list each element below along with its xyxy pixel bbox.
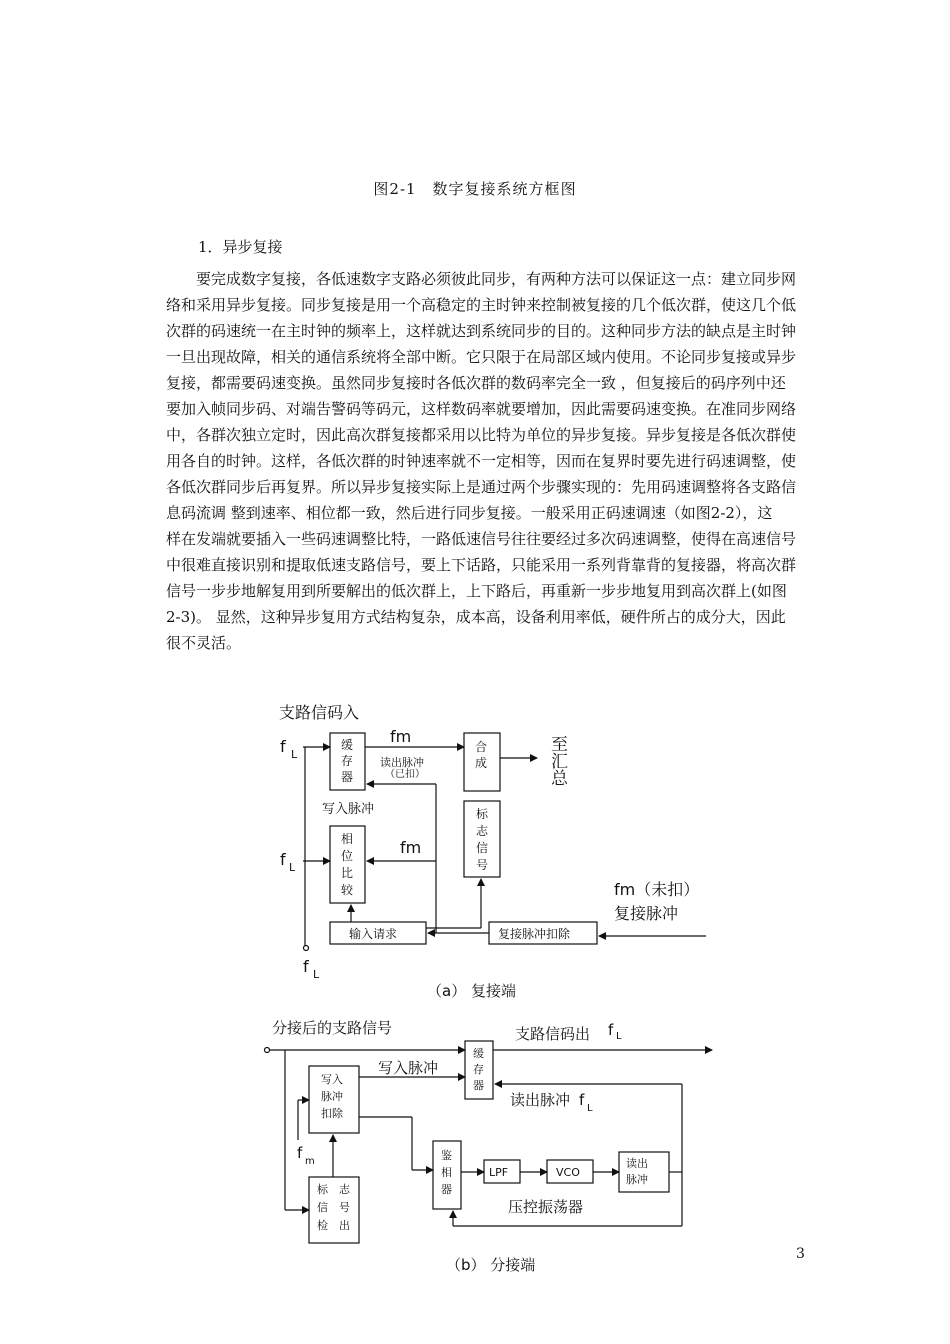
paragraph-line: 用各自的时钟。这样，各低次群的时钟速率就不一定相等，因而在复界时要先进行码速调整，使 [166,452,797,470]
a-to-total-2: 汇 [551,752,568,772]
paragraph-line: 中很难直接识别和提取低速支路信号，要上下话路，只能采用一系列背靠背的复接器，将高次群 [166,556,797,574]
b-buffer-2: 存 [473,1063,484,1076]
paragraph-line: 各低次群同步后再复界。所以异步复接实际上是通过两个步骤实现的：先用码速调整将各支路信 [166,478,797,496]
a-flag-2: 志 [476,824,489,838]
b-out-sub: L [616,1031,622,1042]
a-phase-2: 位 [341,849,354,863]
a-fL-bottom-sub: L [313,968,320,981]
a-read-pulse: 读出脉冲 [380,756,424,769]
section-title: 1．异步复接 [198,238,283,256]
a-phase-3: 比 [341,866,354,880]
a-fL-in-sub: L [291,748,298,761]
b-top-label: 分接后的支路信号 [272,1019,393,1037]
a-fm-mid: fm [400,838,422,857]
b-out-f: f [608,1021,614,1039]
paragraph-line: 次群的码速统一在主时钟的频率上，这样就达到系统同步的目的。这种同步方法的缺点是主时钟 [166,322,797,340]
b-phase-3: 器 [441,1183,452,1196]
b-flag-detect-2: 信 号 [317,1201,350,1214]
a-fL-in: f [280,737,286,756]
a-read-pulse-note: （已扣） [385,769,425,780]
b-write-remove-1: 写入 [321,1073,343,1086]
a-write-pulse: 写入脉冲 [322,802,375,817]
paragraph-line: 要完成数字复接，各低速数字支路必须彼此同步，有两种方法可以保证这一点：建立同步网 [166,270,797,288]
b-read-f: f [579,1091,585,1109]
b-read-out-2: 脉冲 [626,1173,648,1186]
a-fL-mid-sub: L [289,861,296,874]
b-write-remove-3: 扣除 [321,1107,343,1120]
b-lpf: LPF [489,1166,509,1179]
a-mux-pulse: 复接脉冲 [614,904,679,923]
a-synth-1: 合 [475,740,488,754]
b-phase-1: 鉴 [441,1149,452,1162]
paragraph-line: 要加入帧同步码、对端告警码等码元，这样数码率就要增加，因此需要码速变换。在准同步网络 [166,400,797,418]
a-top-label: 支路信码入 [279,703,360,722]
page-number: 3 [796,1246,805,1262]
a-input-request: 输入请求 [349,927,398,941]
paragraph-line: 很不灵活。 [166,634,242,652]
a-buffer-3: 器 [341,770,354,784]
b-buffer-3: 器 [473,1079,484,1092]
a-fm-unbuckled: fm（未扣） [614,880,700,899]
b-flag-detect-1: 标 志 [317,1183,350,1196]
a-caption: （a） 复接端 [427,982,516,1000]
b-write-pulse: 写入脉冲 [378,1059,439,1077]
figure-caption: 图2-1 数字复接系统方框图 [373,180,577,198]
a-flag-1: 标 [476,807,489,821]
b-caption: （b） 分接端 [446,1256,536,1274]
b-vco: VCO [556,1166,580,1179]
b-buffer-1: 缓 [473,1047,484,1060]
a-pulse-remove: 复接脉冲扣除 [498,927,571,941]
b-read-sub: L [587,1103,593,1114]
a-phase-4: 较 [341,883,354,897]
paragraph-line: 络和采用异步复接。同步复接是用一个高稳定的主时钟来控制被复接的几个低次群，使这几个低 [166,296,797,314]
a-flag-4: 号 [476,858,489,872]
paragraph-line: 息码流调 整到速率、相位都一致，然后进行同步复接。一般采用正码速调速（如图2-2），这 [166,504,773,522]
b-flag-detect-3: 检 出 [317,1219,350,1232]
a-fm-top: fm [390,727,412,746]
b-write-remove-2: 脉冲 [321,1090,343,1103]
b-out-label: 支路信码出 [515,1025,591,1043]
paragraph-line: 样在发端就要插入一些码速调整比特，一路低速信号往往要经过多次码速调整，使得在高速信号 [166,530,797,548]
paragraph-line: 一旦出现故障，相关的通信系统将全部中断。它只限于在局部区域内使用。不论同步复接或异步 [166,348,797,366]
b-vco-label: 压控振荡器 [508,1198,584,1216]
a-phase-1: 相 [341,832,354,846]
a-synth-2: 成 [475,756,488,770]
paragraph-line: 信号一步步地解复用到所要解出的低次群上，上下路后，再重新一步步地复用到高次群上(如图 [166,582,787,600]
a-to-total-1: 至 [551,735,568,755]
b-read-out-1: 读出 [626,1157,648,1170]
a-buffer-2: 存 [341,754,354,768]
b-phase-2: 相 [441,1166,452,1179]
a-fL-bottom: f [303,957,309,976]
a-buffer-1: 缓 [341,738,354,752]
b-fm-sub: m [305,1156,315,1167]
a-to-total-3: 总 [551,769,568,789]
a-flag-3: 信 [476,841,489,855]
paragraph-line: 复接，都需要码速变换。虽然同步复接时各低次群的数码率完全一致 ，但复接后的码序列中还 [166,374,786,392]
paragraph-line: 中，各群次独立定时，因此高次群复接都采用以比特为单位的异步复接。异步复接是各低次群使 [166,426,797,444]
paragraph-line: 2-3)。 显然，这种异步复用方式结构复杂，成本高，设备利用率低，硬件所占的成分大，因此 [166,608,786,626]
b-fm: f [297,1144,303,1162]
b-read-pulse: 读出脉冲 [510,1091,571,1109]
a-fL-mid: f [280,850,286,869]
